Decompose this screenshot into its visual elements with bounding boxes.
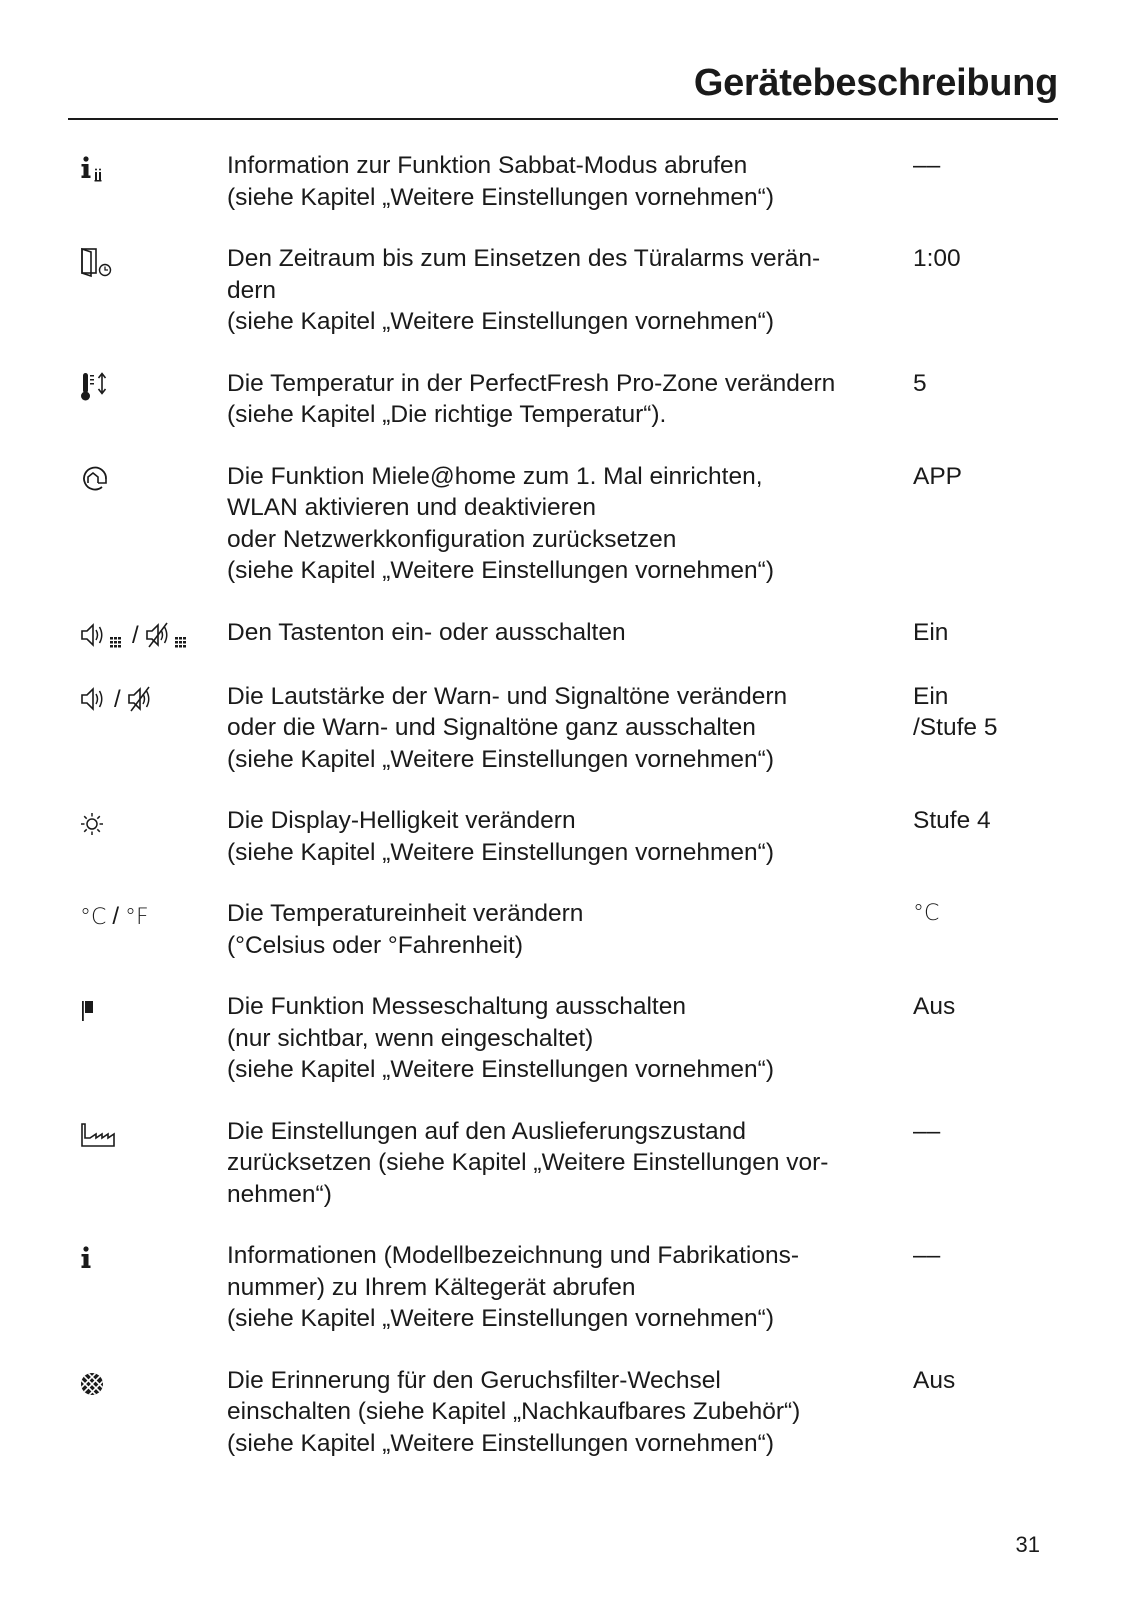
description-line: Die Funktion Messeschaltung ausschalten	[227, 993, 686, 1020]
info-icon	[80, 1242, 220, 1276]
table-row	[0, 1116, 1128, 1211]
description-line: (siehe Kapitel „Weitere Einstellungen vornehmen“)	[227, 1429, 774, 1457]
description-line: Die Erinnerung für den Geruchsfilter-Wechsel	[227, 1366, 721, 1394]
description-line: (siehe Kapitel „Weitere Einstellungen vornehmen“)	[227, 557, 774, 584]
door-alarm-timer-icon	[80, 245, 220, 279]
table-row	[0, 617, 1128, 651]
row-description	[227, 1240, 887, 1335]
description-line: (°Celsius oder °Fahrenheit)	[227, 931, 524, 959]
thermometer-adjust-icon	[80, 370, 220, 404]
description-line: (siehe Kapitel „Weitere Einstellungen vornehmen“)	[227, 1056, 774, 1083]
keypad-tone-off-icon	[145, 621, 191, 651]
page-title: Gerätebeschreibung	[693, 62, 1058, 104]
row-description	[227, 150, 887, 213]
table-row	[0, 461, 1128, 587]
header-divider	[68, 118, 1058, 120]
value-line: °C	[913, 901, 940, 926]
row-description	[227, 991, 887, 1086]
value-line: Ein	[913, 618, 949, 646]
sabbath-info-icon	[80, 152, 220, 186]
row-description	[227, 681, 887, 776]
row-description	[227, 805, 887, 868]
symbol-separator: /	[132, 621, 139, 649]
description-line: Die Temperatur in der PerfectFresh Pro-Zone verändern	[227, 369, 836, 397]
table-row	[0, 805, 1128, 868]
row-default-value	[913, 368, 927, 400]
row-default-value	[913, 243, 961, 275]
table-row	[0, 368, 1128, 431]
row-default-value	[913, 991, 955, 1023]
row-description	[227, 1365, 887, 1460]
value-line: Stufe 4	[913, 807, 991, 834]
description-line: Die Lautstärke der Warn- und Signaltöne verändern	[227, 682, 788, 710]
factory-reset-icon	[80, 1118, 220, 1152]
volume-off-icon	[127, 685, 155, 715]
value-line: APP	[913, 462, 963, 490]
description-line: Die Display-Helligkeit verändern	[227, 807, 576, 834]
description-line: Den Zeitraum bis zum Einsetzen des Türalarms verän-	[227, 245, 821, 272]
value-line: 1:00	[913, 245, 961, 272]
volume-icon	[80, 683, 220, 717]
description-line: Informationen (Modellbezeichnung und Fabrikations-	[227, 1242, 799, 1269]
value-line: Aus	[913, 993, 956, 1020]
row-default-value	[913, 898, 939, 930]
table-row	[0, 1365, 1128, 1460]
row-default-value	[913, 1116, 940, 1148]
row-default-value	[913, 461, 962, 493]
miele-at-home-icon	[80, 463, 220, 497]
row-default-value	[913, 617, 948, 649]
value-line: Aus	[913, 1366, 956, 1394]
description-line: (siehe Kapitel „Weitere Einstellungen vornehmen“)	[227, 308, 774, 335]
brightness-icon	[80, 807, 220, 841]
settings-table	[0, 150, 1128, 1489]
value-line: ––	[913, 152, 941, 179]
description-line: Den Tastenton ein- oder ausschalten	[227, 618, 626, 646]
row-default-value	[913, 1240, 940, 1272]
page-number: 31	[1015, 1532, 1040, 1557]
keypad-tone-icon	[80, 619, 220, 653]
row-default-value	[913, 150, 940, 182]
description-line: einschalten (siehe Kapitel „Nachkaufbares Zubehör“)	[227, 1398, 801, 1425]
value-line: ––	[913, 1242, 941, 1269]
description-line: zurücksetzen (siehe Kapitel „Weitere Einstellungen vor-	[227, 1149, 829, 1176]
description-line: Information zur Funktion Sabbat-Modus abrufen	[227, 152, 748, 179]
description-line: Die Temperatureinheit verändern	[227, 900, 584, 927]
symbol-separator: /	[112, 903, 120, 930]
symbol-separator: /	[114, 685, 121, 713]
description-line: (siehe Kapitel „Weitere Einstellungen vornehmen“)	[227, 183, 774, 211]
description-line: nummer) zu Ihrem Kältegerät abrufen	[227, 1273, 636, 1301]
temperature-unit-icon	[80, 900, 220, 934]
description-line: oder Netzwerkkonfiguration zurücksetzen	[227, 525, 677, 553]
table-row	[0, 150, 1128, 213]
description-line: nehmen“)	[227, 1180, 332, 1208]
value-line: /Stufe 5	[913, 714, 998, 741]
description-line: WLAN aktivieren und deaktivieren	[227, 494, 597, 521]
row-description	[227, 617, 887, 649]
demo-mode-flag-icon	[80, 993, 220, 1027]
description-line: dern	[227, 276, 277, 304]
fahrenheit-symbol: °F	[125, 904, 149, 930]
row-default-value	[913, 1365, 955, 1397]
description-line: (siehe Kapitel „Die richtige Temperatur“).	[227, 401, 667, 428]
description-line: oder die Warn- und Signaltöne ganz ausschalten	[227, 714, 756, 741]
description-line: (nur sichtbar, wenn eingeschaltet)	[227, 1024, 594, 1052]
table-row	[0, 991, 1128, 1086]
row-description	[227, 898, 887, 961]
description-line: Die Einstellungen auf den Auslieferungszustand	[227, 1117, 746, 1145]
row-default-value	[913, 681, 997, 744]
description-line: Die Funktion Miele@home zum 1. Mal einrichten,	[227, 462, 763, 490]
row-default-value	[913, 805, 991, 837]
value-line: Ein	[913, 682, 949, 710]
row-description	[227, 461, 887, 587]
row-description	[227, 368, 887, 431]
description-line: (siehe Kapitel „Weitere Einstellungen vornehmen“)	[227, 1305, 774, 1332]
value-line: 5	[913, 369, 927, 397]
table-row	[0, 681, 1128, 776]
table-row	[0, 243, 1128, 338]
row-description	[227, 1116, 887, 1211]
row-description	[227, 243, 887, 338]
table-row	[0, 898, 1128, 961]
description-line: (siehe Kapitel „Weitere Einstellungen vornehmen“)	[227, 838, 774, 866]
odour-filter-icon	[80, 1367, 220, 1401]
celsius-symbol: °C	[80, 904, 107, 930]
table-row	[0, 1240, 1128, 1335]
description-line: (siehe Kapitel „Weitere Einstellungen vornehmen“)	[227, 745, 774, 773]
value-line: ––	[913, 1117, 941, 1145]
